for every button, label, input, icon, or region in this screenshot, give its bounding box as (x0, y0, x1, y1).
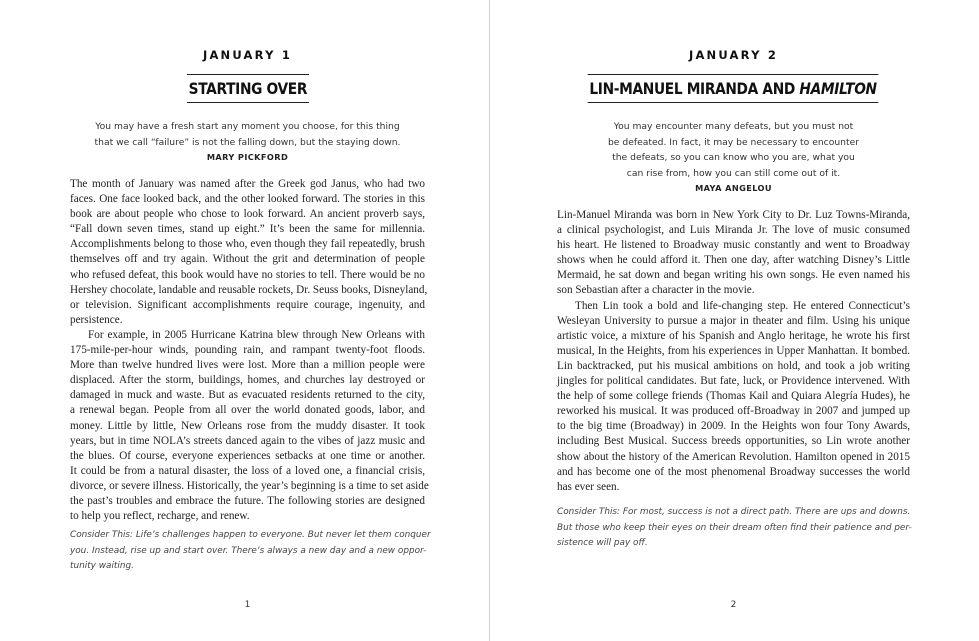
body-line: reworked his musical. It was produced off-Broadway in 2007 and jumped up (557, 405, 910, 418)
consider-line: tunity waiting. (70, 561, 134, 572)
entry-date: JANUARY 2 (688, 48, 779, 62)
epigraph-line: You may have a fresh start any moment you choose, for this thing (95, 121, 400, 132)
entry-body (70, 177, 429, 524)
body-line: themselves off and try again. Without the grit and determination of people (70, 253, 425, 266)
epigraph-line: can rise from, how you can still come out of it. (626, 167, 841, 179)
body-line: shows when he could afford it. Then one day, after watching Disney’s Little (557, 254, 910, 267)
page-number: 1 (244, 600, 251, 610)
entry-body (557, 208, 910, 495)
body-line: jingles for political candidates. But fate, luck, or Providence intervened. With (557, 375, 910, 388)
body-line: It could be from a natural disaster, the loss of a loved one, a financial crisis, (70, 464, 425, 477)
page-number: 2 (730, 600, 737, 610)
consider-line: Consider This: Life’s challenges happen to everyone. But never let them conquer (70, 530, 431, 540)
body-line: money. Little by little, New Orleans rose from the muddy disaster. It took (70, 419, 425, 432)
epigraph-author: MARY PICKFORD (206, 152, 289, 163)
page-gutter (489, 0, 490, 641)
body-line: to the big time (Broadway) in 2009. In the Heights won four Tony Awards, (557, 420, 910, 433)
right-page (557, 0, 910, 641)
epigraph-line: be defeated. In fact, it may be necessary to encounter (607, 136, 860, 148)
body-line: the help of some college friends (Thomas Kail and Quiara Alegría Hudes), he (557, 390, 910, 403)
epigraph-line: the defeats, so you can know who you are, what you (612, 152, 855, 164)
epigraph-line: that we call “failure” is not the falling down, but the staying down. (94, 136, 401, 148)
body-line: displaced. After the storm, buildings, homes, and churches lay destroyed or (70, 374, 425, 387)
body-line: a renewal began. People from all over the world donated goods, labor, and (70, 404, 425, 417)
body-line: show about the history of the American Revolution. Hamilton opened in 2015 (557, 450, 910, 463)
body-line: the blues. Of course, everyone experiences setbacks at one time or another. (70, 449, 425, 462)
epigraph (70, 119, 425, 166)
consider-line: sistence will pay off. (557, 538, 648, 549)
epigraph-author: MAYA ANGELOU (695, 183, 772, 194)
entry-title-wrap (557, 74, 910, 103)
epigraph-line: You may encounter many defeats, but you must not (613, 121, 854, 132)
body-line: Then Lin took a bold and life-changing step. He entered Connecticut’s (575, 299, 910, 312)
body-line: to help you reflect, recharge, and renew. (70, 510, 250, 523)
body-line: The month of January was named after the Greek god Janus, who had two (70, 178, 425, 190)
body-line: has ever seen. (557, 480, 620, 493)
body-line: book are about people who chose to look forward. An ancient proverb says, (70, 208, 425, 221)
body-line: More than twelve hundred lives were lost. More than a million people were (70, 359, 425, 372)
body-line: son Sebastian after a character in the movie. (557, 284, 755, 297)
consider-line: Consider This: For most, success is not a direct path. There are ups and downs. (557, 507, 911, 517)
body-line: Mermaid, he sat down and began writing his own songs. He even named his (557, 269, 910, 282)
body-line: who refused defeat, this book would have no stories to tell. There would be no (70, 268, 425, 281)
body-line: Hershey chocolate, landable and reusable rockets, Dr. Seuss books, Disneyland, (70, 283, 428, 296)
body-line: years, but in time NOLA’s streets danced again to the vibes of jazz music and (70, 434, 425, 447)
body-line: musical, In the Heights, from his experiences in Upper Manhattan. It bombed. (557, 344, 910, 357)
consider-line: But those who keep their eyes on their dream often find their patience and per- (557, 522, 912, 533)
entry-title: STARTING OVER (187, 74, 309, 103)
body-line: Lin-Manuel Miranda was born in New York City to Dr. Luz Towns-Miranda, (557, 209, 910, 221)
body-line: divorce, or severe illness. Historically, the year’s beginning is a time to set aside (70, 479, 429, 492)
body-line: including Best Musical. Success breeds opportunities, so Lin wrote another (557, 435, 910, 448)
entry-title-wrap (70, 74, 425, 103)
body-line: Wesleyan University to pursue a major in theater and film. Using his unique (557, 314, 910, 327)
body-line: faces. One face looked back, and the other looked forward. The stories in this (70, 193, 425, 206)
entry-date: JANUARY 1 (202, 48, 293, 62)
body-line: For example, in 2005 Hurricane Katrina blew through New Orleans with (88, 328, 425, 341)
body-line: and has become one of the most phenomenal Broadway successes the world (557, 465, 910, 478)
body-line: or television. Significant accomplishments require courage, ingenuity, and (70, 298, 425, 311)
body-line: Lin backtracked, put his musical ambitions on hold, and took a job writing (557, 359, 910, 372)
epigraph (557, 119, 910, 197)
consider-this (557, 505, 910, 552)
entry-title (588, 74, 879, 103)
consider-this (70, 528, 431, 575)
body-line: damaged in muck and waste. But as evacuated residents returned to the city, (70, 389, 425, 402)
entry-title-italic: HAMILTON (799, 79, 878, 98)
body-line: Accomplishments belong to those who, even though they fail repeatedly, brush (70, 238, 425, 251)
body-line: 175-mile-per-hour winds, pounding rain, and rampant twenty-foot floods. (70, 344, 425, 357)
left-page (70, 0, 431, 641)
consider-line: you. Instead, rise up and start over. There’s always a new day and a new oppor- (70, 545, 427, 556)
entry-title-main: LIN-MANUEL MIRANDA AND (589, 79, 800, 98)
body-line: persistence. (70, 313, 123, 326)
body-line: a clinical psychologist, and Luis Miranda Jr. The love of music consumed (557, 224, 910, 237)
body-line: artistic voice, a mixture of his Spanish and Anglo heritage, he wrote his first (557, 329, 910, 342)
body-line: “Fall down seven times, stand up eight.” It’s been the same for millennia. (70, 223, 425, 236)
body-line: the past’s troubles and embrace the future. The following stories are designed (70, 494, 425, 507)
body-line: his heart. He listened to Broadway music constantly and went to Broadway (557, 239, 910, 252)
